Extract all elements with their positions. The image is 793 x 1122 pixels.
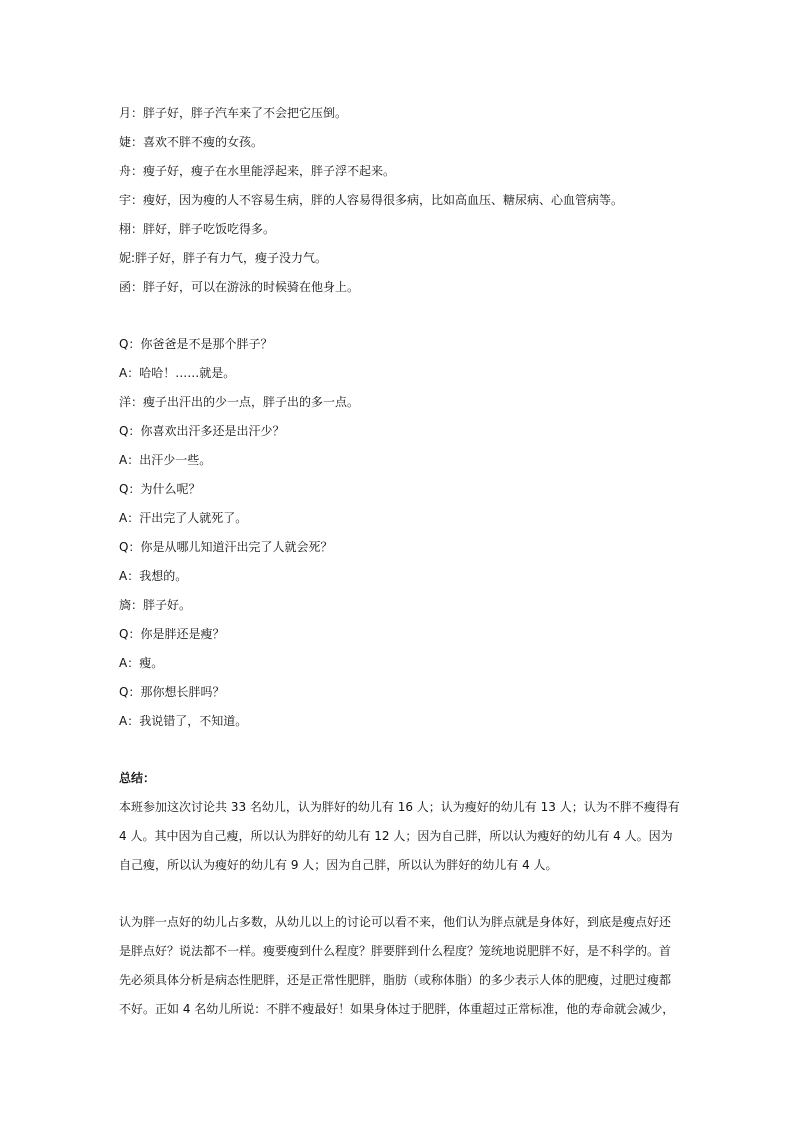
dialogue-line: 宇：瘦好，因为瘦的人不容易生病，胖的人容易得很多病，比如高血压、糖尿病、心血管病等。 (119, 193, 624, 207)
paragraph-line: 本班参加这次讨论共 33 名幼儿，认为胖好的幼儿有 16 人；认为瘦好的幼儿有 13 人；认为不胖不瘦得有 (119, 800, 680, 814)
paragraph-line: 不好。正如 4 名幼儿所说：不胖不瘦最好！如果身体过于肥胖，体重超过正常标准，他的寿命就会减少， (119, 1002, 675, 1016)
paragraph-line: 认为胖一点好的幼儿占多数，从幼儿以上的讨论可以看不来，他们认为胖点就是身体好，到底是瘦点好还 (119, 915, 672, 929)
dialogue-section-1 (119, 99, 679, 302)
dialogue-line: 栩：胖好，胖子吃饭吃得多。 (119, 222, 276, 236)
dialogue-section-2 (119, 330, 679, 736)
qa-line: Q：你是胖还是瘦？ (119, 627, 225, 641)
section-spacer (119, 736, 679, 764)
qa-line: A：出汗少一些。 (119, 453, 212, 467)
dialogue-line: 函：胖子好，可以在游泳的时候骑在他身上。 (119, 280, 360, 294)
qa-line: Q：那你想长胖吗？ (119, 685, 225, 699)
qa-line: Q：你爸爸是不是那个胖子？ (119, 337, 273, 351)
dialogue-line: 舟：瘦子好，瘦子在水里能浮起来，胖子浮不起来。 (119, 164, 396, 178)
paragraph-line: 自己瘦，所以认为瘦好的幼儿有 9 人；因为自己胖，所以认为胖好的幼儿有 4 人。 (119, 858, 558, 872)
qa-line: A：汗出完了人就死了。 (119, 511, 248, 525)
section-spacer (119, 880, 679, 908)
qa-line: Q：为什么呢？ (119, 482, 201, 496)
summary-heading: 总结： (119, 771, 156, 785)
section-spacer (119, 302, 679, 330)
qa-line: A：瘦。 (119, 656, 164, 670)
dialogue-line: 妮:胖子好，胖子有力气，瘦子没力气。 (119, 251, 328, 265)
qa-line: A：我说错了，不知道。 (119, 714, 248, 728)
paragraph-line: 4 人。其中因为自己瘦，所以认为胖好的幼儿有 12 人；因为自己胖，所以认为瘦好的幼儿有 4 人。因为 (119, 829, 673, 843)
document-body (119, 99, 679, 1024)
paragraph-line: 是胖点好？说法都不一样。瘦要瘦到什么程度？胖要胖到什么程度？笼统地说肥胖不好，是不科学的。首 (119, 944, 672, 958)
summary-paragraph-2 (119, 908, 679, 1024)
qa-line: A：哈哈！……就是。 (119, 366, 236, 380)
qa-line: A：我想的。 (119, 569, 188, 583)
paragraph-line: 先必须具体分析是病态性肥胖，还是正常性肥胖，脂肪（或称体脂）的多少表示人体的肥瘦，过肥过瘦都 (119, 973, 672, 987)
qa-line: 旖：胖子好。 (119, 598, 192, 612)
dialogue-line: 婕：喜欢不胖不瘦的女孩。 (119, 135, 264, 149)
qa-line: 洋：瘦子出汗出的少一点，胖子出的多一点。 (119, 395, 360, 409)
summary-section (119, 764, 679, 1024)
qa-line: Q：你喜欢出汗多还是出汗少？ (119, 424, 285, 438)
dialogue-line: 月：胖子好，胖子汽车来了不会把它压倒。 (119, 106, 348, 120)
summary-paragraph-1 (119, 793, 679, 880)
qa-line: Q：你是从哪儿知道汗出完了人就会死？ (119, 540, 333, 554)
